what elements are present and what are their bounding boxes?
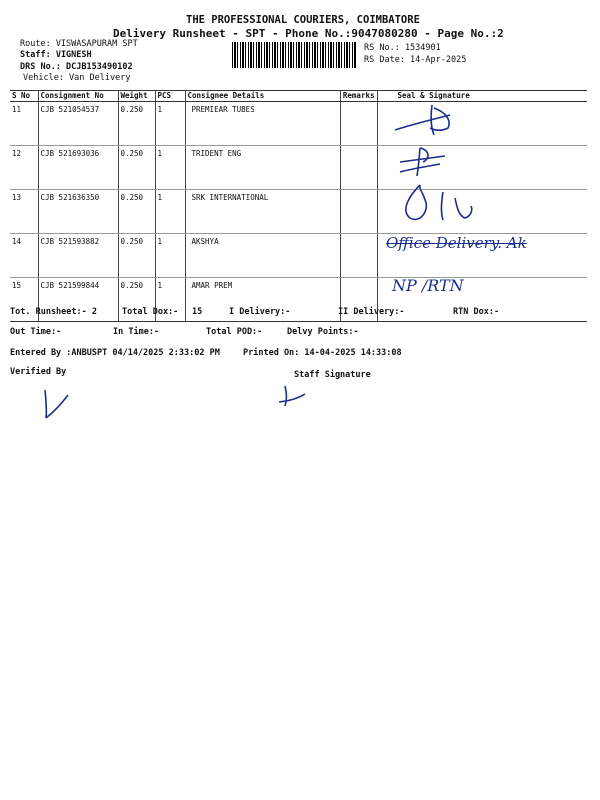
cell-weight: 0.250 (118, 190, 155, 234)
runsheet-title: Delivery Runsheet - SPT - Phone No.:9047080280 - Page No.:2 (113, 27, 504, 40)
cell-remarks (340, 234, 377, 278)
col-seal-signature: Seal & Signature (377, 91, 587, 102)
company-name: THE PROFESSIONAL COURIERS, COIMBATORE (186, 14, 420, 26)
signature-row11-icon (390, 100, 470, 140)
handwritten-remark-row14: Office Delivery. Ak (386, 234, 527, 252)
cell-consignment: CJB 521054537 (38, 102, 118, 146)
cell-sno: 12 (10, 146, 38, 190)
table-row (10, 102, 587, 146)
cell-consignee: AMAR PREM (185, 278, 340, 322)
staff: Staff: VIGNESH (20, 50, 92, 60)
signature-row13-icon (395, 180, 485, 225)
delvy-points: Delvy Points:- (287, 327, 359, 337)
rs-date: RS Date: 14-Apr-2025 (364, 55, 467, 65)
entered-by: Entered By :ANBUSPT 04/14/2025 2:33:02 PM (10, 348, 220, 358)
total-dox-label: Total Dox:- (122, 307, 179, 317)
in-time: In Time:- (113, 327, 160, 337)
barcode (232, 42, 356, 68)
cell-consignee: AKSHYA (185, 234, 340, 278)
total-dox-value: 15 (192, 307, 203, 317)
handwritten-remark-row15: NP /RTN (392, 276, 464, 295)
table-header-row (10, 91, 587, 102)
cell-weight: 0.250 (118, 234, 155, 278)
rs-number: RS No.: 1534901 (364, 43, 441, 53)
out-time: Out Time:- (10, 327, 62, 337)
verified-by-label: Verified By (10, 367, 67, 377)
route: Route: VISWASAPURAM SPT (20, 39, 138, 49)
cell-weight: 0.250 (118, 146, 155, 190)
runsheet-table (10, 90, 587, 322)
cell-pcs: 1 (155, 146, 185, 190)
cell-consignee: PREMIEAR TUBES (185, 102, 340, 146)
col-consignment: Consignment No (38, 91, 118, 102)
table-row (10, 146, 587, 190)
cell-consignment: CJB 521636350 (38, 190, 118, 234)
vehicle: Vehicle: Van Delivery (23, 73, 131, 83)
cell-sno: 13 (10, 190, 38, 234)
cell-pcs: 1 (155, 190, 185, 234)
cell-remarks (340, 146, 377, 190)
cell-consignee: SRK INTERNATIONAL (185, 190, 340, 234)
cell-consignment: CJB 521693036 (38, 146, 118, 190)
cell-sno: 15 (10, 278, 38, 322)
cell-pcs: 1 (155, 234, 185, 278)
ii-delivery: II Delivery:- (338, 307, 405, 317)
cell-sno: 11 (10, 102, 38, 146)
col-consignee: Consignee Details (185, 91, 340, 102)
total-pod: Total POD:- (206, 327, 263, 337)
table-row (10, 190, 587, 234)
i-delivery: I Delivery:- (229, 307, 291, 317)
cell-remarks (340, 102, 377, 146)
cell-consignment: CJB 521599844 (38, 278, 118, 322)
verified-signature-icon (40, 385, 80, 425)
col-sno: S No (10, 91, 38, 102)
cell-weight: 0.250 (118, 102, 155, 146)
staff-signature-icon (275, 382, 315, 412)
drs-number: DRS No.: DCJB153490102 (20, 62, 133, 72)
printed-on: Printed On: 14-04-2025 14:33:08 (243, 348, 402, 358)
rtn-dox: RTN Dox:- (453, 307, 500, 317)
cell-consignee: TRIDENT ENG (185, 146, 340, 190)
cell-remarks (340, 190, 377, 234)
signature-row12-icon (395, 140, 475, 180)
col-weight: Weight (118, 91, 155, 102)
col-remarks: Remarks (340, 91, 377, 102)
cell-consignment: CJB 521593882 (38, 234, 118, 278)
col-pcs: PCS (155, 91, 185, 102)
total-runsheet: Tot. Runsheet:- 2 (10, 307, 97, 317)
cell-sno: 14 (10, 234, 38, 278)
cell-weight: 0.250 (118, 278, 155, 322)
cell-pcs: 1 (155, 278, 185, 322)
cell-pcs: 1 (155, 102, 185, 146)
staff-signature-label: Staff Signature (294, 370, 371, 380)
